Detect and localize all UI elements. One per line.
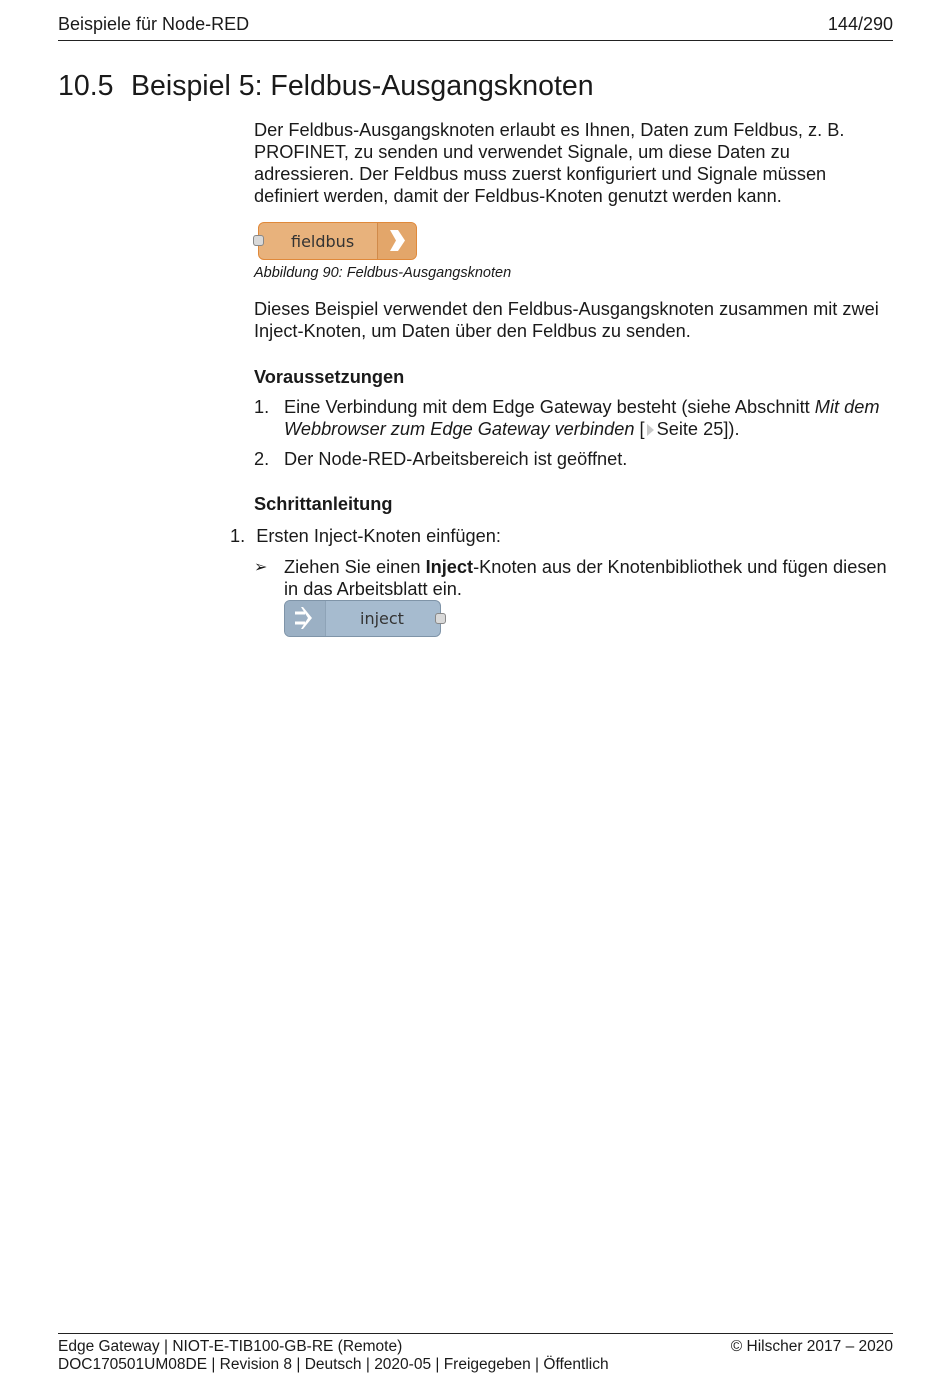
inject-button-box (285, 601, 326, 636)
footer-document-info: DOC170501UM08DE | Revision 8 | Deutsch | 2020-05 | Freigegeben | Öffentlich (58, 1356, 609, 1373)
header-rule (58, 40, 893, 41)
section-link[interactable]: Mit dem Webbrowser zum Edge Gateway verbinden (284, 397, 880, 439)
inject-node-figure (284, 600, 441, 637)
footer-rule (58, 1333, 893, 1334)
prerequisite-item: 2. Der Node-RED-Arbeitsbereich ist geöffnet. (254, 449, 628, 469)
page-reference-arrow-icon (647, 424, 654, 436)
intro-paragraph: Der Feldbus-Ausgangsknoten erlaubt es Ihnen, Daten zum Feldbus, z. B. PROFINET, zu senden und verwendet Signale, um diese Daten zu adressieren. Der Feldbus muss zuerst konfiguriert und Signale müssen definiert werden, damit der Feldbus-Knoten genutzt werden kann. (254, 120, 845, 206)
inject-node-label: inject (360, 609, 404, 628)
arrow-right-icon (378, 223, 416, 258)
fieldbus-node-label: fieldbus (291, 232, 355, 251)
running-header-title: Beispiele für Node-RED (58, 14, 250, 34)
page-reference-link[interactable]: Seite 25 (656, 419, 724, 439)
section-number: 10.5 (58, 70, 114, 102)
page-number: 144/290 (827, 14, 893, 34)
arrow-bullet-icon: ➢ (254, 557, 268, 576)
step-1: 1. Ersten Inject-Knoten einfügen: (230, 526, 501, 546)
fieldbus-input-port (253, 235, 264, 246)
inject-output-port (435, 613, 446, 624)
prerequisite-item: 1. Eine Verbindung mit dem Edge Gateway besteht (siehe Abschnitt Mit dem Webbrowser zum Edge Gateway verbinden [ Seite 25]). (254, 397, 880, 439)
section-title: Beispiel 5: Feldbus-Ausgangsknoten (131, 70, 594, 102)
fieldbus-output-icon-box (377, 223, 416, 259)
example-paragraph: Dieses Beispiel verwendet den Feldbus-Ausgangsknoten zusammen mit zwei Inject-Knoten, um Daten über den Feldbus zu senden. (254, 299, 879, 341)
footer-copyright: © Hilscher 2017 – 2020 (730, 1338, 893, 1355)
figure-caption: Abbildung 90: Feldbus-Ausgangsknoten (254, 265, 512, 281)
instruction-bullet: ➢ Ziehen Sie einen Inject-Knoten aus der Knotenbibliothek und fügen diesen in das Arbeitsblatt ein. (254, 557, 887, 599)
instructions-heading: Schrittanleitung (254, 494, 393, 514)
fieldbus-node-figure (258, 222, 417, 260)
section-heading (58, 70, 594, 103)
inject-arrow-icon (285, 601, 325, 635)
prerequisites-heading: Voraussetzungen (254, 367, 405, 387)
footer-product: Edge Gateway | NIOT-E-TIB100-GB-RE (Remote) (58, 1338, 403, 1355)
